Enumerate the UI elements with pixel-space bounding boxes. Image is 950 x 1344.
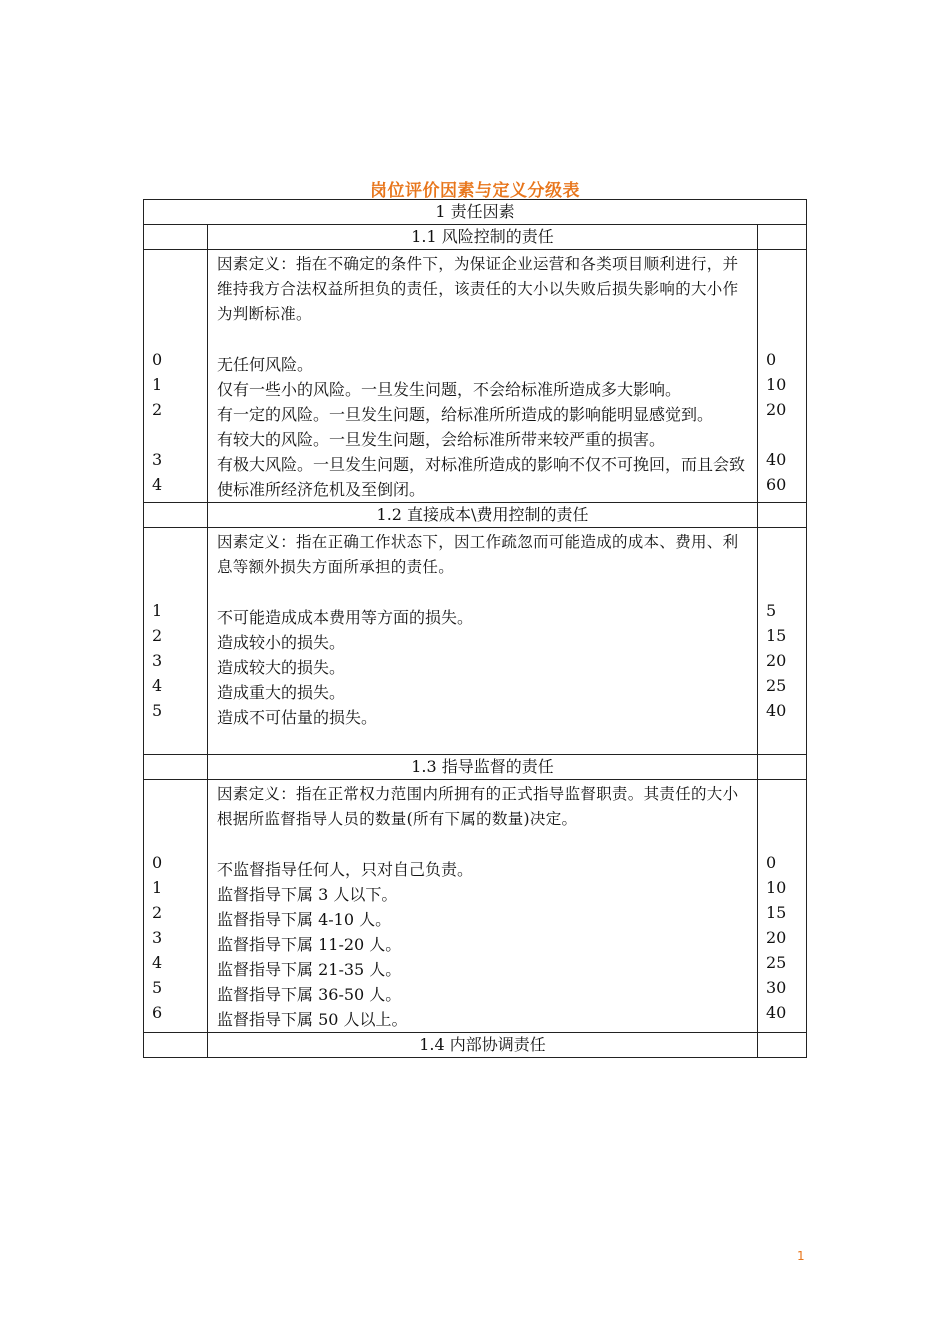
blank-cell — [757, 755, 806, 780]
level-number: 3 — [152, 450, 163, 469]
level-number: 4 — [152, 475, 163, 494]
level-number: 0 — [152, 350, 163, 369]
subsection-header-row — [144, 225, 807, 250]
level-description: 监督指导下属 11-20 人。 — [217, 935, 402, 954]
level-number: 3 — [152, 651, 163, 670]
points-value: 20 — [765, 651, 787, 670]
points-value: 25 — [765, 953, 787, 972]
points-value: 25 — [765, 676, 787, 695]
points-value: 0 — [765, 853, 777, 872]
factor-definition: 因素定义：指在正确工作状态下，因工作疏忽而可能造成的成本、费用、利息等额外损失方面所承担的责任。 — [217, 533, 739, 576]
points-value: 15 — [765, 626, 787, 645]
level-number: 4 — [152, 953, 163, 972]
level-column — [144, 250, 208, 503]
blank-cell — [757, 503, 806, 528]
level-description: 造成不可估量的损失。 — [217, 708, 378, 727]
points-value: 40 — [765, 701, 787, 720]
section-heading: 1 责任因素 — [144, 200, 807, 225]
points-value: 30 — [765, 978, 787, 997]
subsection-heading: 1.2 直接成本\费用控制的责任 — [208, 503, 758, 528]
level-description: 不监督指导任何人，只对自己负责。 — [217, 860, 474, 879]
level-number: 5 — [152, 701, 163, 720]
subsection-header-row — [144, 1033, 807, 1058]
level-number: 6 — [152, 1003, 163, 1022]
points-value: 5 — [765, 601, 777, 620]
level-number: 2 — [152, 626, 163, 645]
factor-body-row — [144, 528, 807, 755]
level-description: 监督指导下属 36-50 人。 — [217, 985, 402, 1004]
points-value — [766, 422, 806, 447]
level-description: 造成较小的损失。 — [217, 633, 346, 652]
points-value: 0 — [765, 350, 777, 369]
level-description: 有极大风险。一旦发生问题，对标准所造成的影响不仅不可挽回，而且会致使标准所经济危机及至倒闭。 — [217, 455, 746, 499]
points-column — [757, 780, 806, 1033]
level-description: 监督指导下属 21-35 人。 — [217, 960, 402, 979]
points-value: 10 — [765, 375, 787, 394]
factor-definition: 因素定义：指在不确定的条件下，为保证企业运营和各类项目顺利进行，并维持我方合法权益所担负的责任，该责任的大小以失败后损失影响的大小作为判断标准。 — [217, 255, 739, 323]
level-number: 1 — [152, 375, 163, 394]
points-value: 40 — [765, 450, 787, 469]
points-value: 40 — [765, 1003, 787, 1022]
level-number: 1 — [152, 878, 163, 897]
subsection-header-row — [144, 755, 807, 780]
factor-body-row — [144, 250, 807, 503]
level-description: 造成较大的损失。 — [217, 658, 346, 677]
blank-cell — [757, 1033, 806, 1058]
blank-cell — [144, 755, 208, 780]
points-value: 20 — [765, 400, 787, 419]
points-value: 20 — [765, 928, 787, 947]
level-description: 有较大的风险。一旦发生问题，会给标准所带来较严重的损害。 — [217, 430, 666, 449]
points-value: 10 — [765, 878, 787, 897]
level-number — [152, 422, 207, 447]
description-column — [208, 780, 758, 1033]
points-value: 60 — [765, 475, 787, 494]
level-column — [144, 528, 208, 755]
level-number: 2 — [152, 903, 163, 922]
level-description: 有一定的风险。一旦发生问题，给标准所所造成的影响能明显感觉到。 — [217, 405, 714, 424]
blank-cell — [144, 225, 208, 250]
description-column — [208, 250, 758, 503]
level-number: 0 — [152, 853, 163, 872]
level-number: 2 — [152, 400, 163, 419]
blank-cell — [757, 225, 806, 250]
subsection-header-row — [144, 503, 807, 528]
factor-body-row — [144, 780, 807, 1033]
level-description: 监督指导下属 3 人以下。 — [217, 885, 398, 904]
level-description: 无任何风险。 — [217, 355, 314, 374]
points-value: 15 — [765, 903, 787, 922]
level-number: 5 — [152, 978, 163, 997]
subsection-heading: 1.4 内部协调责任 — [208, 1033, 758, 1058]
level-number: 4 — [152, 676, 163, 695]
points-column — [757, 250, 806, 503]
subsection-heading: 1.1 风险控制的责任 — [208, 225, 758, 250]
level-description: 仅有一些小的风险。一旦发生问题，不会给标准所造成多大影响。 — [217, 380, 682, 399]
level-description: 监督指导下属 50 人以上。 — [217, 1010, 408, 1029]
section-header-row — [144, 200, 807, 225]
evaluation-table — [143, 199, 807, 1058]
level-number: 1 — [152, 601, 163, 620]
level-description: 造成重大的损失。 — [217, 683, 346, 702]
subsection-heading: 1.3 指导监督的责任 — [208, 755, 758, 780]
points-column — [757, 528, 806, 755]
level-number: 3 — [152, 928, 163, 947]
level-column — [144, 780, 208, 1033]
level-description: 不可能造成成本费用等方面的损失。 — [217, 608, 474, 627]
factor-definition: 因素定义：指在正常权力范围内所拥有的正式指导监督职责。其责任的大小根据所监督指导人员的数量(所有下属的数量)决定。 — [217, 785, 739, 828]
page-title: 岗位评价因素与定义分级表 — [370, 181, 580, 201]
blank-cell — [144, 503, 208, 528]
level-description: 监督指导下属 4-10 人。 — [217, 910, 392, 929]
page-number: 1 — [797, 1249, 805, 1263]
blank-cell — [144, 1033, 208, 1058]
description-column — [208, 528, 758, 755]
